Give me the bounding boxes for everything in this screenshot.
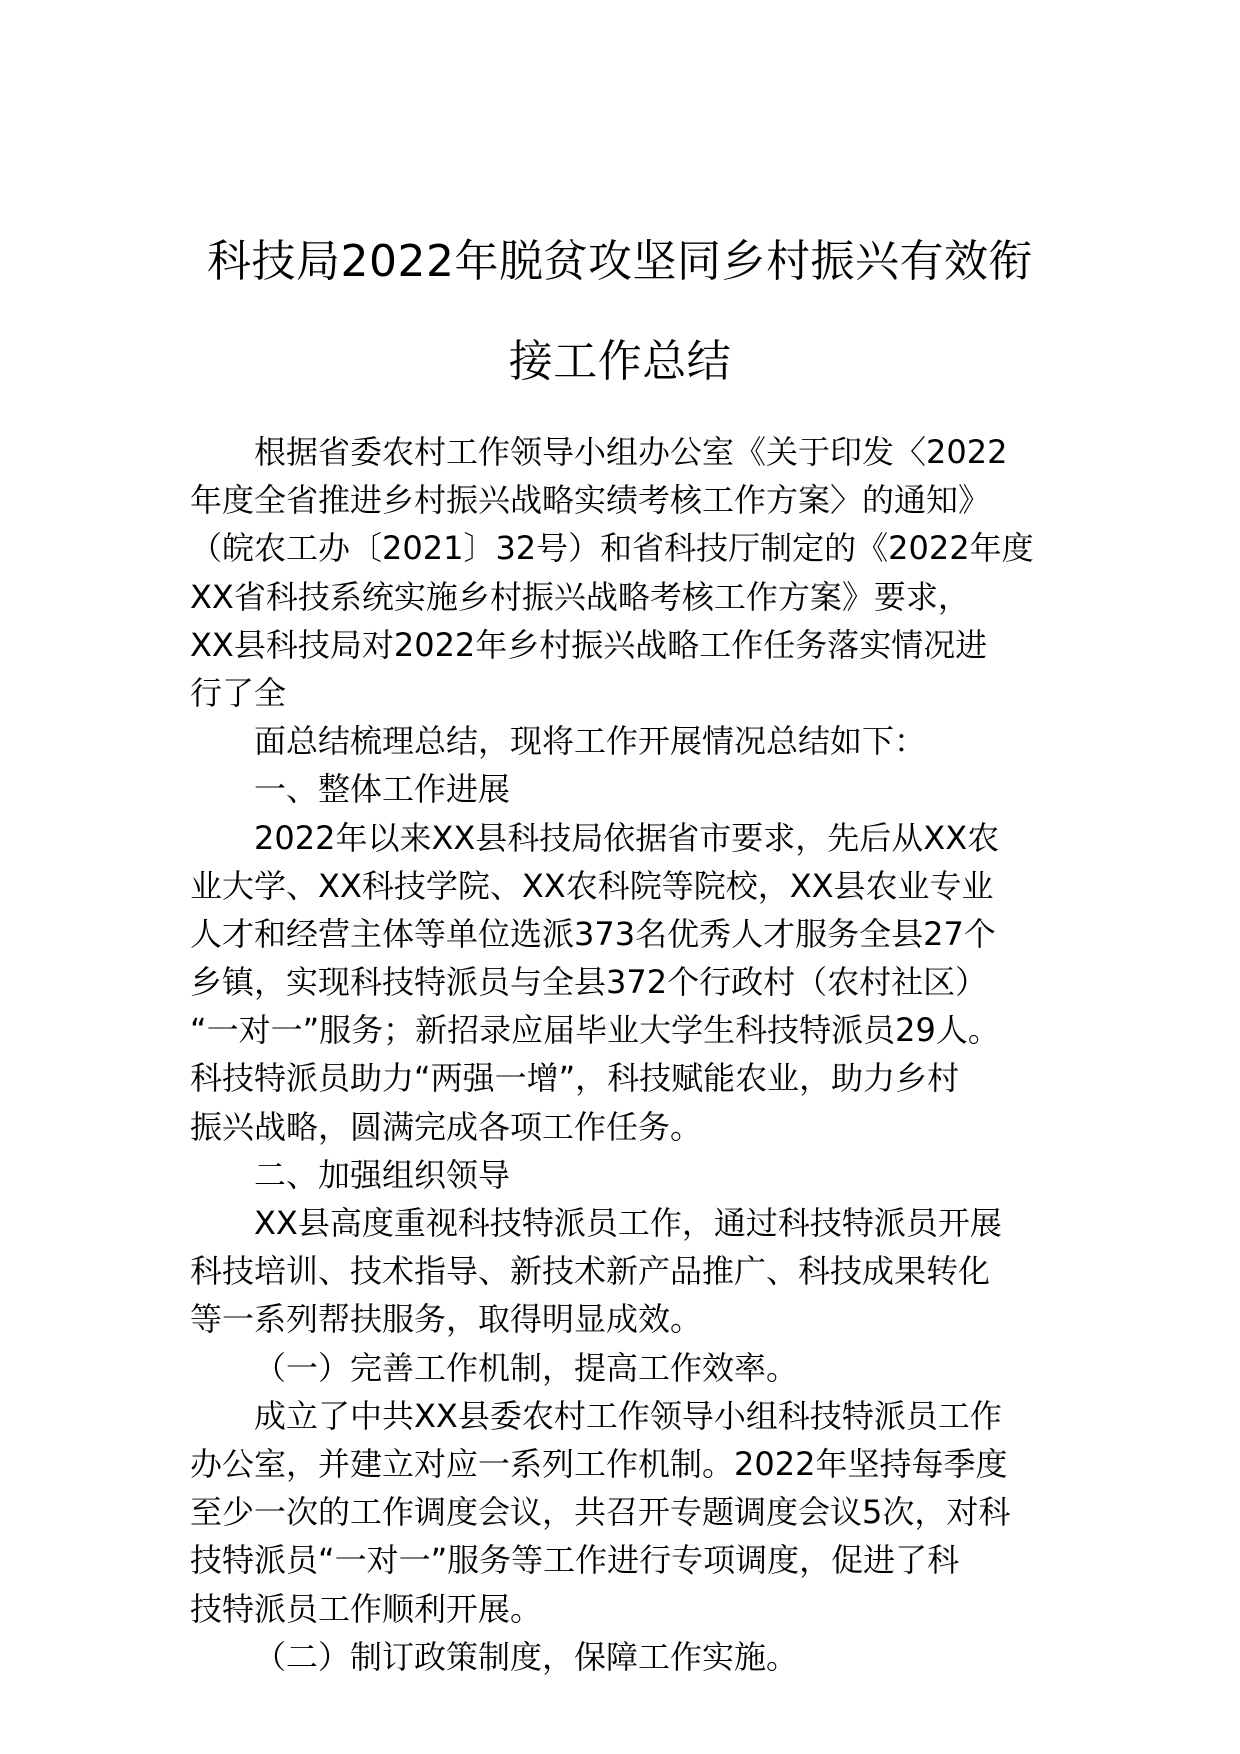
paragraph-line: 办公室，并建立对应一系列工作机制。2022年坚持每季度 xyxy=(190,1444,1008,1483)
paragraph-line: （二）制订政策制度，保障工作实施。 xyxy=(254,1637,799,1676)
paragraph-line: 成立了中共XX县委农村工作领导小组科技特派员工作 xyxy=(254,1396,1002,1435)
paragraph-line: XX省科技系统实施乡村振兴战略考核工作方案》要求， xyxy=(190,577,970,616)
paragraph-line: 人才和经营主体等单位选派373名优秀人才服务全县27个 xyxy=(190,914,996,953)
paragraph-line: 振兴战略，圆满完成各项工作任务。 xyxy=(190,1107,703,1146)
paragraph-line: 年度全省推进乡村振兴战略实绩考核工作方案〉的通知》 xyxy=(190,481,991,520)
title-line: 接工作总结 xyxy=(508,336,732,387)
paragraph-line: XX县科技局对2022年乡村振兴战略工作任务落实情况进 xyxy=(190,625,988,664)
paragraph-line: （皖农工办〔2021〕32号）和省科技厅制定的《2022年度 xyxy=(190,529,1034,568)
paragraph-line: 技特派员“一对一”服务等工作进行专项调度，促进了科 xyxy=(190,1541,960,1580)
paragraph-line: 科技培训、技术指导、新技术新产品推广、科技成果转化 xyxy=(190,1252,991,1291)
paragraph-line: 二、加强组织领导 xyxy=(254,1155,511,1194)
paragraph-line: 技特派员工作顺利开展。 xyxy=(190,1589,543,1628)
paragraph-line: 科技特派员助力“两强一增”，科技赋能农业，助力乡村 xyxy=(190,1059,960,1098)
paragraph-line: 行了全 xyxy=(190,673,287,712)
document-body xyxy=(190,428,1070,1681)
paragraph-line: 2022年以来XX县科技局依据省市要求，先后从XX农 xyxy=(254,818,1000,857)
document-title xyxy=(150,212,1090,412)
title-line: 科技局2022年脱贫攻坚同乡村振兴有效衔 xyxy=(207,236,1033,287)
paragraph-line: 业大学、XX科技学院、XX农科院等院校，XX县农业专业 xyxy=(190,866,994,905)
paragraph-line: 乡镇，实现科技特派员与全县372个行政村（农村社区） xyxy=(190,963,988,1002)
paragraph-line: 根据省委农村工作领导小组办公室《关于印发〈2022 xyxy=(254,433,1008,471)
paragraph-line: 一、整体工作进展 xyxy=(254,770,511,809)
paragraph-line: 等一系列帮扶服务，取得明显成效。 xyxy=(190,1300,703,1339)
paragraph-line: 至少一次的工作调度会议，共召开专题调度会议5次，对科 xyxy=(190,1493,1011,1532)
paragraph-line: “一对一”服务；新招录应届毕业大学生科技特派员29人。 xyxy=(190,1011,1000,1050)
paragraph-line: （一）完善工作机制，提高工作效率。 xyxy=(254,1348,799,1387)
paragraph-line: XX县高度重视科技特派员工作，通过科技特派员开展 xyxy=(254,1204,1002,1242)
paragraph-line: 面总结梳理总结，现将工作开展情况总结如下： xyxy=(254,722,927,761)
